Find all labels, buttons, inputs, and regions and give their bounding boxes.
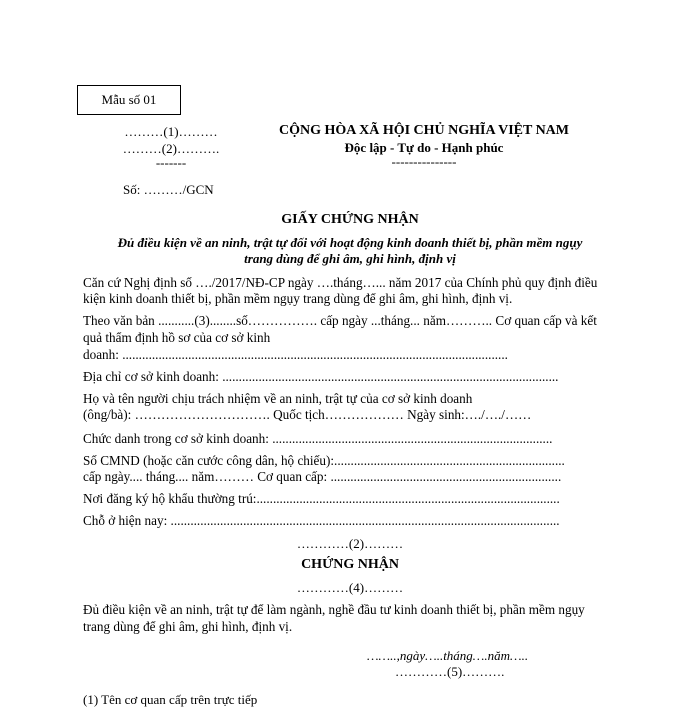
issuing-agency-parent: ………(1)……… (124, 124, 218, 139)
certify-title: CHỨNG NHẬN (301, 557, 399, 572)
legal-basis-line2: kiện kinh doanh thiết bị, phần mềm ngụy trang dùng để ghi âm, ghi hình, định vị. (83, 291, 513, 306)
country-name: CỘNG HÒA XÃ HỘI CHỦ NGHĨA VIỆT NAM (278, 123, 570, 138)
left-header-rule: ------- (155, 155, 187, 170)
issuing-agency: ………(2)………. (122, 141, 220, 156)
form-number-box (77, 85, 181, 115)
right-header-rule: --------------- (391, 154, 457, 169)
id-issue-field: cấp ngày.... tháng.... năm……… Cơ quan cấp: ...................................................................... (83, 469, 562, 484)
date-line: ……..,ngày…..tháng….năm….. (367, 648, 529, 663)
reference-doc-line2: quả thẩm định hồ sơ của cơ sở kinh (83, 330, 271, 345)
certifying-authority: …………(2)……… (296, 536, 404, 551)
id-number-field: Số CMND (hoặc căn cước công dân, hộ chiếu):...................................................................... (83, 453, 565, 468)
certify-text-line2: trang dùng để ghi âm, ghi hình, định vị. (83, 619, 293, 634)
certify-text-line1: Đủ điều kiện về an ninh, trật tự để làm ngành, nghề đầu tư kinh doanh thiết bị, phần mềm ngụy (83, 602, 585, 617)
document-title: GIẤY CHỨNG NHẬN (281, 212, 419, 227)
certificate-number: Số: ………/GCN (123, 182, 214, 197)
signer-line: …………(5)………. (395, 664, 505, 679)
form-number: Mẫu số 01 (101, 92, 157, 107)
responsible-person-line2: (ông/bà): …………………………. Quốc tịch……………… Ngày sinh:…./…./…… (83, 407, 532, 422)
certify-subject: …………(4)……… (296, 580, 404, 595)
national-motto: Độc lập - Tự do - Hạnh phúc (344, 140, 504, 155)
reference-doc-line1: Theo văn bản ...........(3)........số……………. cấp ngày ...tháng... năm……….. Cơ quan cấp và kết (83, 313, 597, 328)
permanent-residence-field: Nơi đăng ký hộ khẩu thường trú:............................................................................................ (83, 491, 560, 506)
business-address-field: Địa chỉ cơ sở kinh doanh: ...................................................................................................... (83, 369, 559, 384)
reference-doc-line3: doanh: ..................................................................................................................... (83, 347, 508, 362)
responsible-person-line1: Họ và tên người chịu trách nhiệm về an ninh, trật tự của cơ sở kinh doanh (83, 391, 473, 406)
legal-basis-line1: Căn cứ Nghị định số …./2017/NĐ-CP ngày ….tháng…... năm 2017 của Chính phủ quy định điều (83, 275, 598, 290)
current-residence-field: Chỗ ở hiện nay: ...................................................................................................................... (83, 513, 560, 528)
footnote: (1) Tên cơ quan cấp trên trực tiếp (83, 692, 258, 707)
position-field: Chức danh trong cơ sở kinh doanh: ..................................................................................... (83, 431, 553, 446)
document-subtitle-line1: Đủ điều kiện về an ninh, trật tự đối với hoạt động kinh doanh thiết bị, phần mềm ngụy (117, 235, 583, 250)
document-subtitle-line2: trang dùng để ghi âm, ghi hình, định vị (244, 251, 456, 266)
